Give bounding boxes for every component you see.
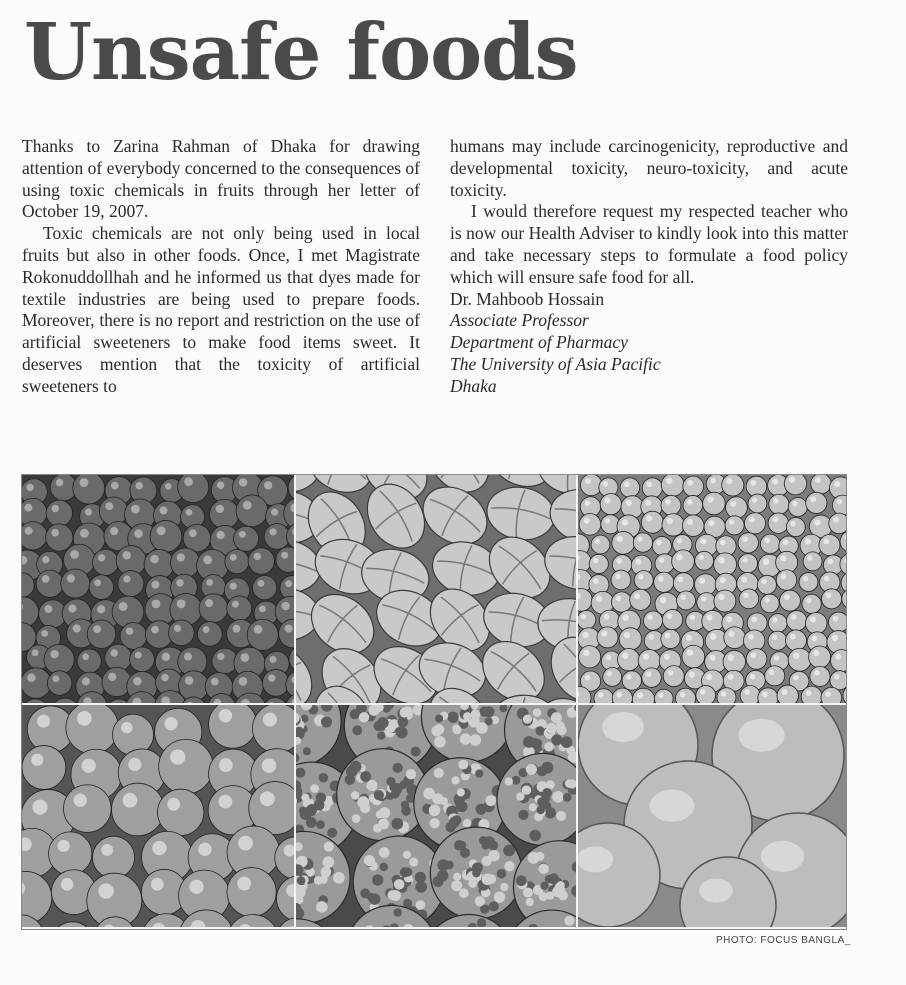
letter-column-left <box>22 136 420 398</box>
headline: Unsafe foods <box>24 7 578 98</box>
letter-paragraph-3: humans may include carcinogenicity, reproductive and developmental toxicity, neuro-toxicity, and acute toxicity. <box>450 136 848 200</box>
signature-title: Associate Professor <box>450 310 589 331</box>
signature-institution: The University of Asia Pacific <box>450 353 661 374</box>
photo-custard-apples <box>296 705 576 927</box>
signature-city: Dhaka <box>450 375 497 396</box>
photo-round-fruits <box>578 705 846 927</box>
letter-paragraph-4: I would therefore request my respected teacher who is now our Health Adviser to kindly look into this matter and take necessary steps to formulate a food policy which will ensure safe food for all. <box>450 201 848 287</box>
photo-credit: PHOTO: FOCUS BANGLA_ <box>716 935 851 946</box>
photo-small-round-fruits <box>578 475 846 703</box>
signature-name: Dr. Mahboob Hossain <box>450 288 605 309</box>
letter-column-right <box>450 136 848 398</box>
fruit-photo-collage <box>21 474 847 930</box>
signature-department: Department of Pharmacy <box>450 332 628 353</box>
photo-nuts <box>22 705 294 927</box>
photo-star-fruits <box>296 475 576 703</box>
letter-paragraph-2: Toxic chemicals are not only being used in local fruits but also in other foods. Once, I met Magistrate Rokonuddollhah and he informed us that dyes made for textile industries are being used to prepare foods. Moreover, there is no report and restriction on the use of artificial sweeteners to make food items sweet. It deserves mention that the toxicity of artificial sweeteners to <box>22 223 420 396</box>
letter-paragraph-1: Thanks to Zarina Rahman of Dhaka for drawing attention of everybody concerned to the consequences of using toxic chemicals in fruits through her letter of October 19, 2007. <box>22 136 420 222</box>
photo-dark-berries <box>22 475 294 703</box>
